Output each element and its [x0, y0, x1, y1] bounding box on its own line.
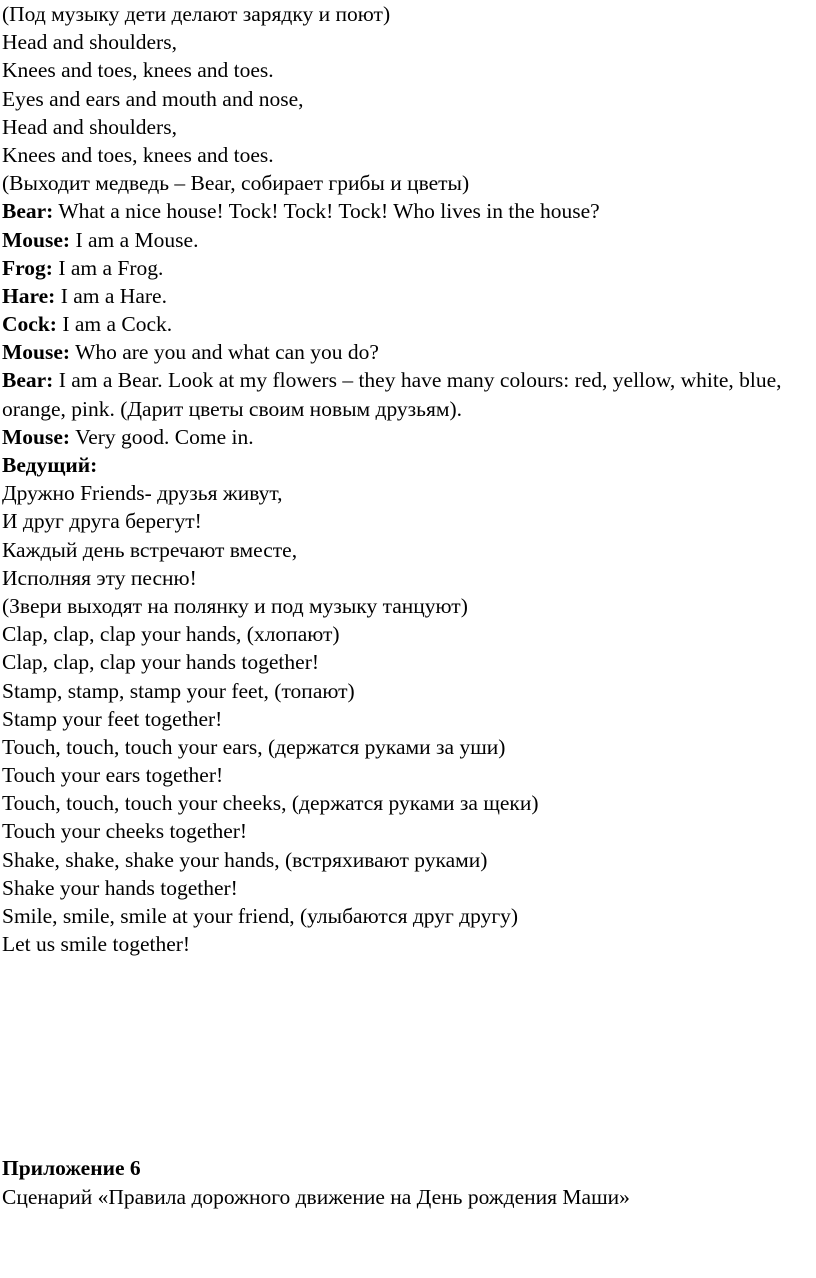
song-line: Clap, clap, clap your hands, (хлопают): [2, 622, 340, 647]
speaker-name: Bear:: [2, 199, 54, 224]
dialogue-line: [2, 366, 814, 422]
page-gap: [2, 958, 814, 1154]
speaker-name: Mouse:: [2, 340, 71, 365]
dialogue-line: [2, 310, 814, 338]
host-label: Ведущий:: [2, 453, 98, 478]
dialogue-line: [2, 282, 814, 310]
speaker-name: Mouse:: [2, 227, 71, 252]
song-line: Каждый день встречают вместе,: [2, 537, 298, 562]
document-page: [2, 0, 814, 1211]
dialogue-line: [2, 254, 814, 282]
dialogue-line: [2, 338, 814, 366]
appendix-subtitle: Сценарий «Правила дорожного движение на День рождения Маши»: [2, 1184, 630, 1209]
song-line: Shake, shake, shake your hands, (встряхивают руками): [2, 847, 488, 872]
dialogue-text: I am a Bear. Look at my flowers – they have many colours: red, yellow, white, blue, orange, pink. (Дарит цветы своим новым друзьям).: [2, 368, 782, 421]
song-line: Touch your cheeks together!: [2, 819, 248, 844]
speaker-name: Mouse:: [2, 424, 71, 449]
song-line: Let us smile together!: [2, 932, 191, 957]
appendix-title: Приложение 6: [2, 1156, 141, 1181]
dialogue-text: What a nice house! Tock! Tock! Tock! Who lives in the house?: [53, 199, 600, 224]
dialogue-line: [2, 423, 814, 451]
song-line: Touch, touch, touch your ears, (держатся руками за уши): [2, 734, 506, 759]
dialogue-line: [2, 226, 814, 254]
song-line: Shake your hands together!: [2, 875, 238, 900]
dialogue-text: Who are you and what can you do?: [70, 340, 379, 365]
song-line: (Звери выходят на полянку и под музыку танцуют): [2, 593, 468, 618]
dialogue-text: I am a Cock.: [56, 312, 173, 337]
song-line: Stamp your feet together!: [2, 706, 223, 731]
song-line: Touch your ears together!: [2, 763, 224, 788]
song-line: Touch, touch, touch your cheeks, (держатся руками за щеки): [2, 791, 539, 816]
song-line: И друг друга берегут!: [2, 509, 202, 534]
opening-line: Head and shoulders,: [2, 30, 177, 55]
song-line: Stamp, stamp, stamp your feet, (топают): [2, 678, 355, 703]
song-line: Исполняя эту песню!: [2, 565, 197, 590]
opening-line: (Под музыку дети делают зарядку и поют): [2, 2, 391, 26]
dialogue-text: Very good. Come in.: [70, 424, 254, 449]
speaker-name: Hare:: [2, 283, 56, 308]
speaker-name: Cock:: [2, 312, 57, 337]
dialogue-text: I am a Hare.: [55, 283, 167, 308]
opening-line: Head and shoulders,: [2, 114, 177, 139]
dialogue-line: [2, 197, 814, 225]
opening-line: Knees and toes, knees and toes.: [2, 142, 274, 167]
dialogue-text: I am a Mouse.: [70, 227, 199, 252]
opening-line: (Выходит медведь – Bear, собирает грибы и цветы): [2, 171, 470, 196]
song-line: Дружно Friends- друзья живут,: [2, 481, 283, 506]
speaker-name: Frog:: [2, 255, 53, 280]
song-line: Clap, clap, clap your hands together!: [2, 650, 320, 675]
opening-line: Eyes and ears and mouth and nose,: [2, 86, 304, 111]
opening-line: Knees and toes, knees and toes.: [2, 58, 274, 83]
song-line: Smile, smile, smile at your friend, (улыбаются друг другу): [2, 904, 519, 929]
speaker-name: Bear:: [2, 368, 54, 393]
dialogue-text: I am a Frog.: [52, 255, 164, 280]
